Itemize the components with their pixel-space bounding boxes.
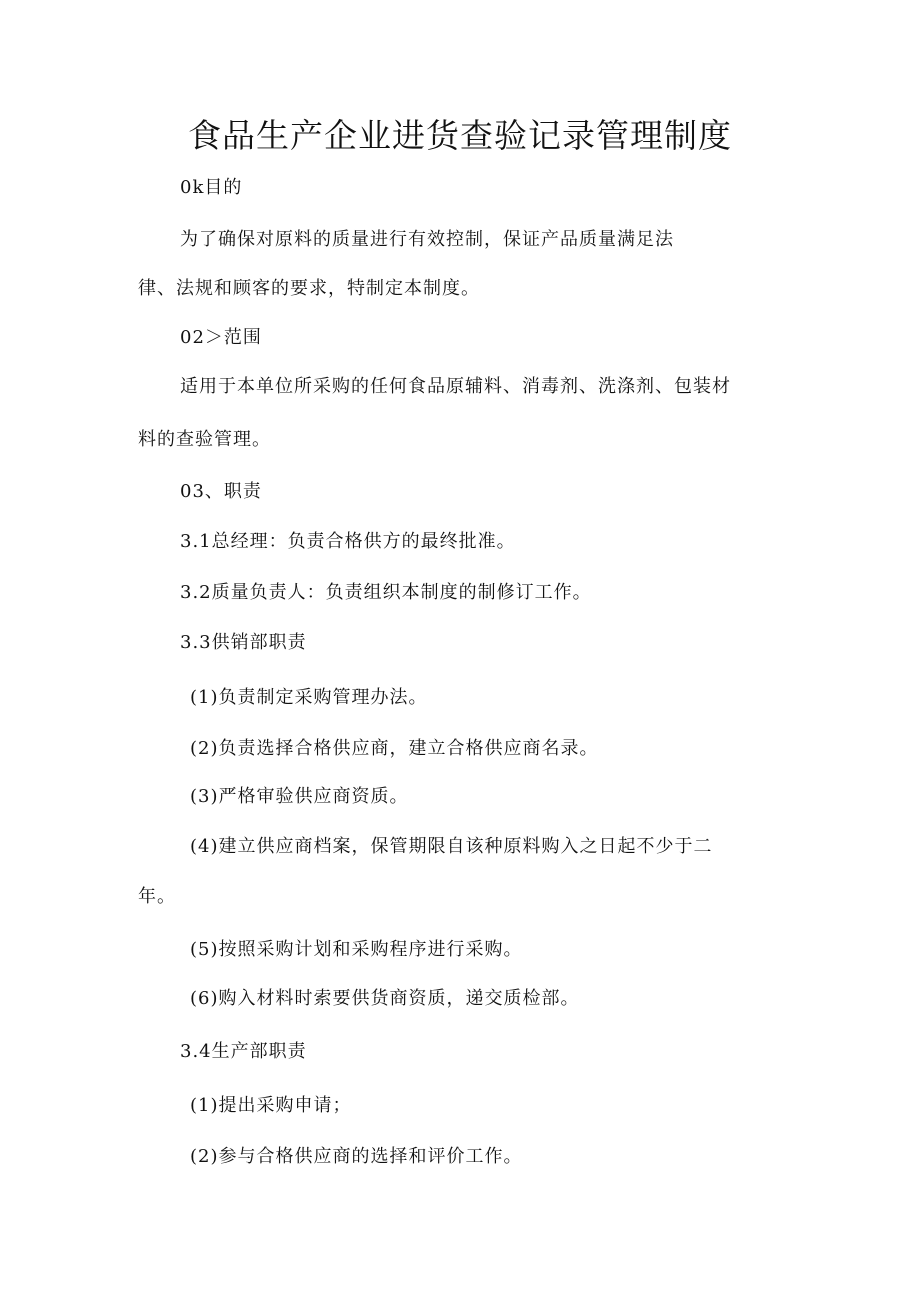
paragraph-line: 为了确保对原料的质量进行有效控制，保证产品质量满足法: [180, 229, 674, 250]
list-item: (5)按照采购计划和采购程序进行采购。: [190, 939, 523, 960]
list-item: (1)负责制定采购管理办法。: [190, 687, 428, 708]
subsection-heading: 3.3供销部职责: [180, 632, 307, 653]
paragraph-line: 年。: [138, 886, 176, 907]
document-title: 食品生产企业进货查验记录管理制度: [188, 116, 732, 155]
list-item: (2)参与合格供应商的选择和评价工作。: [190, 1146, 523, 1167]
list-item: (1)提出采购申请；: [190, 1095, 352, 1116]
subsection-heading: 3.4生产部职责: [180, 1041, 307, 1062]
section-heading-responsibilities: 03、职责: [180, 481, 262, 502]
section-heading-purpose: 0k目的: [180, 177, 243, 198]
paragraph-line: 适用于本单位所采购的任何食品原辅料、消毒剂、洗涤剂、包装材: [180, 376, 731, 397]
list-item: (6)购入材料时索要供货商资质，递交质检部。: [190, 988, 580, 1009]
section-heading-scope: 02＞范围: [180, 327, 262, 348]
paragraph-line: 料的查验管理。: [138, 429, 271, 450]
list-item: (3)严格审验供应商资质。: [190, 786, 409, 807]
list-item: 3.2质量负责人：负责组织本制度的制修订工作。: [180, 582, 592, 603]
paragraph-line: 律、法规和顾客的要求，特制定本制度。: [138, 278, 480, 299]
list-item: 3.1总经理：负责合格供方的最终批准。: [180, 531, 516, 552]
list-item: (4)建立供应商档案，保管期限自该种原料购入之日起不少于二: [190, 836, 713, 857]
list-item: (2)负责选择合格供应商，建立合格供应商名录。: [190, 738, 599, 759]
